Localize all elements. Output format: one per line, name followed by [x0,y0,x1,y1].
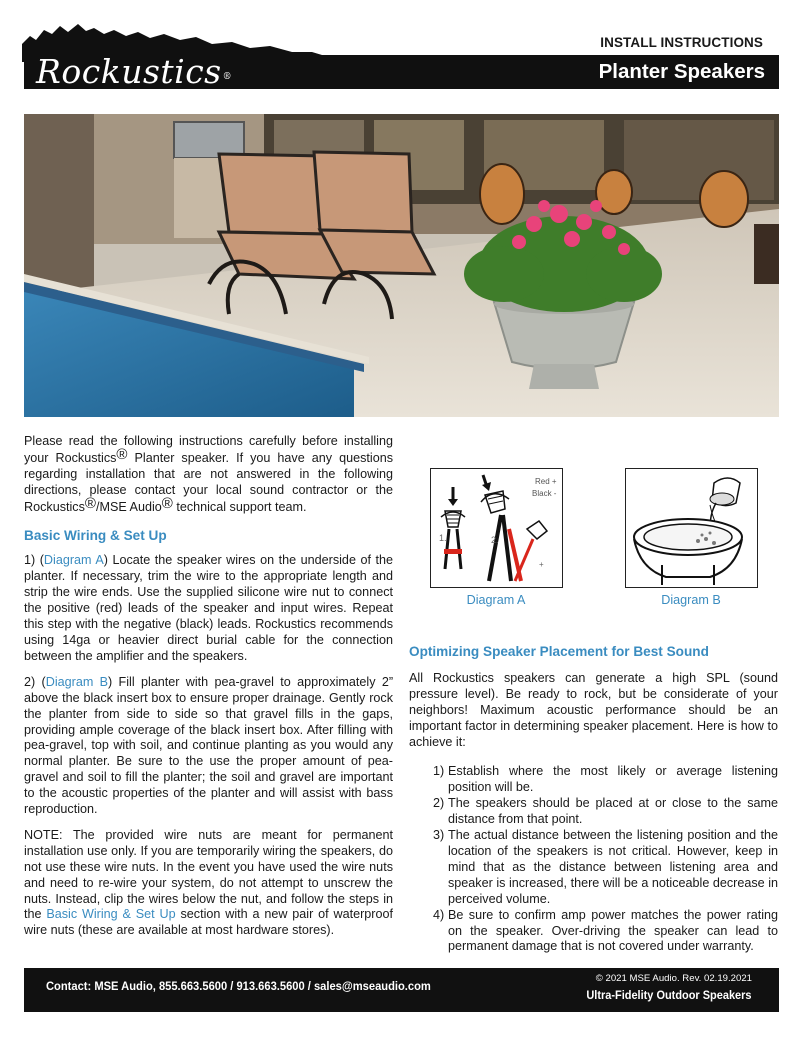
diagram-b-caption: Diagram B [661,593,721,607]
step-2-label: 2. [491,535,499,545]
note-paragraph: NOTE: The provided wire nuts are meant for permanent installation use only. If you are temporarily wiring the speakers, do not use these wire nuts. In the event you have used the wire nuts and need to re-wire your system, do not attempt to unscrew the nuts. Instead, clip the wires below the nut, and follow the steps in the Basic Wiring & Set Up section with a new pair of waterproof wire nuts (these are available at most hardware stores). [24,827,393,938]
placement-section [409,644,778,955]
contact-info: Contact: MSE Audio, 855.663.5600 / 913.663.5600 / sales@mseaudio.com [46,979,431,993]
plus-label: + [539,560,544,569]
step-1-paragraph: 1) (Diagram A) Locate the speaker wires on the underside of the planter. If necessary, trim the wire to the appropriate length and strip the wire ends. Use the supplied silicone wire nut to connect the positive (red) leads of the speaker and input wires. Repeat this step with the negative (black) leads. Rockustics recommends using 14ga or heavier direct burial cable for the connection between the amplifier and the speakers. [24,553,393,663]
footer-bar [24,968,779,1012]
hero-photo [24,114,779,417]
step-1-label: 1. [439,533,447,543]
list-item: 4) Be sure to confirm amp power matches the power rating on the speaker. Over-driving the speaker can lead to permanent damage that is not covered under warranty. [433,907,778,954]
placement-list [409,764,778,955]
list-item: 1) Establish where the most likely or average listening position will be. [433,764,778,795]
basic-wiring-heading: Basic Wiring & Set Up [24,527,167,543]
basic-wiring-link[interactable]: Basic Wiring & Set Up [46,907,176,922]
copyright: © 2021 MSE Audio. Rev. 02.19.2021 [595,973,752,984]
diagram-a [430,468,563,588]
diagram-b-link[interactable]: Diagram B [45,674,109,689]
intro-paragraph: Please read the following instructions carefully before installing your Rockustics® Planter speaker. If you have any questions regarding installation that are not answered in the following directions, please contact your local sound contractor or the Rockustics®/MSE Audio® technical support team. [24,434,393,514]
placement-heading: Optimizing Speaker Placement for Best Sound [409,644,709,659]
brand-logo[interactable]: Rockustics® [36,52,233,91]
diagram-b [625,468,758,588]
step-2-paragraph: 2) (Diagram B) Fill planter with pea-gravel to approximately 2” above the black insert box to ensure proper drainage. Gently rock the planter from side to side so that gravel fills in the gaps, providing ample coverage of the black insert box. After filling with pea-gravel, top with soil, and continue planting as you would any normal planter. Be sure to the use the proper amount of pea-gravel and soil to fill the planter; the soil and gravel are important to the acoustic properties of the planter and will assist with bass reproduction. [24,674,394,817]
black-label: Black - [532,489,557,498]
list-item: 2) The speakers should be placed at or close to the same distance from that point. [433,796,778,827]
placement-intro: All Rockustics speakers can generate a high SPL (sound pressure level). Be ready to rock, but be considerate of your neighbors! Maximum acoustic performance should be an important factor in determining speaker placement. Here is how to achieve it: [409,670,778,749]
doc-kind-label: INSTALL INSTRUCTIONS [600,35,763,50]
page-title: Planter Speakers [598,60,765,83]
red-label: Red + [535,477,557,486]
diagram-a-caption: Diagram A [466,593,526,607]
tagline: Ultra-Fidelity Outdoor Speakers [586,988,752,1002]
list-item: 3) The actual distance between the listening position and the location of the speakers is not critical. However, keep in mind that as the distance between listening area and speaker is increased, there will be a noticeable decrease in perceived volume. [433,828,778,906]
left-column [24,434,393,949]
diagram-a-link[interactable]: Diagram A [43,553,104,568]
